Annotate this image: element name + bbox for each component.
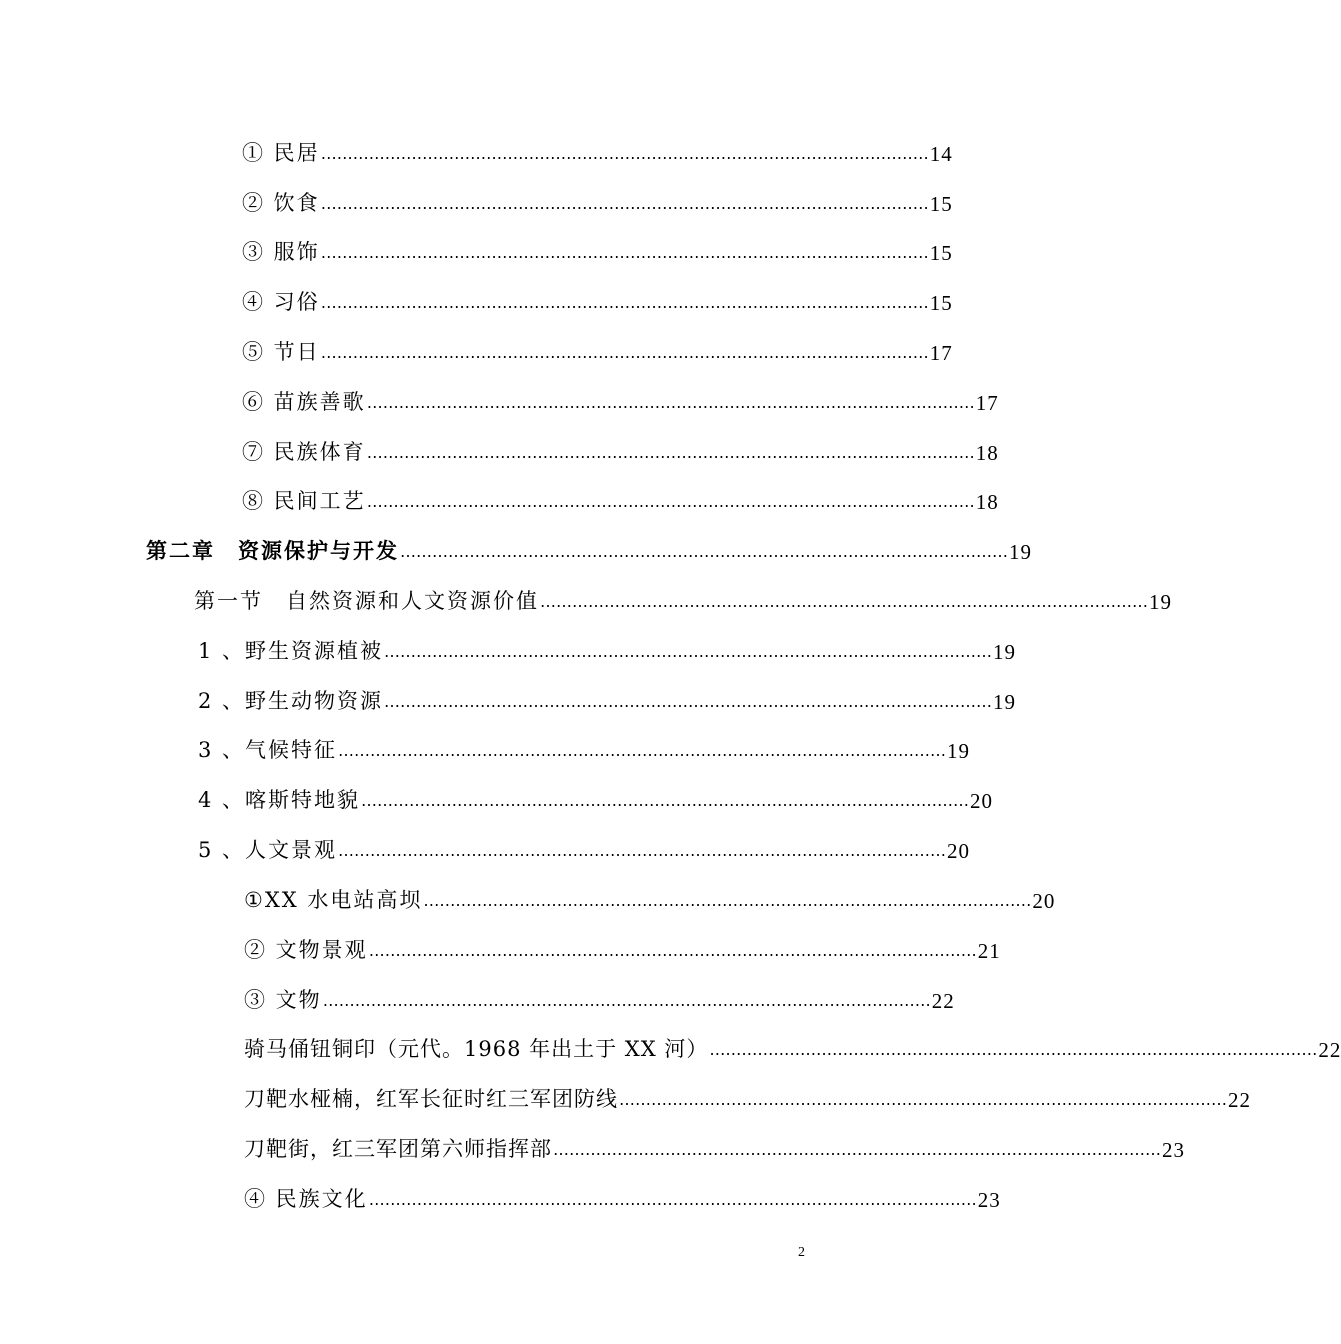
toc-entry-command-post <box>244 1129 1185 1163</box>
toc-label: ①XX 水电站高坝 <box>244 888 423 912</box>
dot-leader: …………………………………………………………………………………………………… <box>320 144 929 163</box>
toc-page-number: 15 <box>929 291 953 315</box>
toc-entry-ethnic-culture <box>244 1179 1001 1213</box>
toc-label: ② 文物景观 <box>244 938 368 962</box>
toc-entry-miaozu-shange <box>242 382 999 416</box>
toc-label: ④ 习俗 <box>242 290 320 314</box>
toc-label: ⑤ 节日 <box>242 340 320 364</box>
toc-label: 5 、人文景观 <box>198 838 338 862</box>
toc-label: 4 、喀斯特地貌 <box>198 788 361 812</box>
toc-page-number: 19 <box>993 640 1017 664</box>
toc-entry-wild-vegetation <box>198 631 1017 665</box>
dot-leader: …………………………………………………………………………………………………… <box>423 891 1032 910</box>
toc-entry-fushi <box>242 232 953 266</box>
toc-page-number: 19 <box>947 739 971 763</box>
toc-label: 第二章 资源保护与开发 <box>146 539 399 563</box>
toc-entry-section-1 <box>194 581 1172 615</box>
dot-leader: …………………………………………………………………………………………………… <box>322 991 931 1010</box>
dot-leader: …………………………………………………………………………………………………… <box>320 194 929 213</box>
dot-leader: …………………………………………………………………………………………………… <box>366 443 975 462</box>
toc-label: 刀靶街，红三军团第六师指挥部 <box>244 1137 552 1161</box>
toc-page-number: 20 <box>970 789 994 813</box>
toc-label: 1 、野生资源植被 <box>198 639 384 663</box>
toc-page-number: 20 <box>947 839 971 863</box>
dot-leader: …………………………………………………………………………………………………… <box>320 243 929 262</box>
toc-entry-relic-landscape <box>244 930 1001 964</box>
dot-leader: …………………………………………………………………………………………………… <box>540 592 1148 611</box>
dot-leader: …………………………………………………………………………………………………… <box>366 492 975 511</box>
toc-entry-minju <box>242 133 953 167</box>
dot-leader: …………………………………………………………………………………………………… <box>384 642 993 661</box>
toc-entry-wild-animals <box>198 681 1017 715</box>
toc-label: ⑧ 民间工艺 <box>242 489 366 513</box>
dot-leader: …………………………………………………………………………………………………… <box>320 293 929 312</box>
toc-entry-minjian-gongyi <box>242 481 999 515</box>
toc-page-number: 18 <box>975 441 999 465</box>
toc-label: 2 、野生动物资源 <box>198 689 384 713</box>
toc-entry-xisu <box>242 282 953 316</box>
toc-entry-defense-line <box>244 1079 1251 1113</box>
toc-page-number: 22 <box>931 989 955 1013</box>
dot-leader: …………………………………………………………………………………………………… <box>338 841 947 860</box>
toc-entry-yinshi <box>242 183 953 217</box>
dot-leader: …………………………………………………………………………………………………… <box>338 741 947 760</box>
toc-label: 第一节 自然资源和人文资源价值 <box>194 589 539 613</box>
toc-label: ② 饮食 <box>242 191 320 215</box>
dot-leader: …………………………………………………………………………………………………… <box>368 1190 977 1209</box>
dot-leader: …………………………………………………………………………………………………… <box>366 393 975 412</box>
toc-page-number: 14 <box>929 142 953 166</box>
dot-leader: …………………………………………………………………………………………………… <box>384 692 993 711</box>
dot-leader: …………………………………………………………………………………………………… <box>361 791 970 810</box>
toc-label: 刀靶水桠楠，红军长征时红三军团防线 <box>244 1087 618 1111</box>
toc-entry-bronze-seal <box>244 1029 1341 1063</box>
toc-entry-dam <box>244 880 1056 914</box>
dot-leader: …………………………………………………………………………………………………… <box>400 542 1008 561</box>
toc-label: 3 、气候特征 <box>198 738 338 762</box>
toc-label: 骑马俑钮铜印（元代。1968 年出土于 XX 河） <box>244 1037 709 1061</box>
toc-page-number: 19 <box>993 690 1017 714</box>
toc-page-number: 23 <box>977 1188 1001 1212</box>
dot-leader: …………………………………………………………………………………………………… <box>619 1090 1227 1109</box>
toc-page-number: 23 <box>1162 1138 1185 1162</box>
toc-entry-minzu-tiyu <box>242 432 999 466</box>
toc-label: ⑦ 民族体育 <box>242 440 366 464</box>
toc-entry-cultural-landscape <box>198 830 971 864</box>
toc-entry-karst <box>198 780 994 814</box>
toc-label: ③ 文物 <box>244 988 322 1012</box>
toc-page-number: 22 <box>1228 1088 1251 1112</box>
toc-page-number: 17 <box>975 391 999 415</box>
toc-entry-chapter-2 <box>146 531 1032 565</box>
toc-page-number: 18 <box>975 490 999 514</box>
toc-page-number: 15 <box>929 241 953 265</box>
toc-page-number: 20 <box>1032 889 1056 913</box>
dot-leader: …………………………………………………………………………………………………… <box>709 1040 1318 1059</box>
page-number: 2 <box>798 1245 805 1260</box>
toc-entry-relics <box>244 980 955 1014</box>
toc-page-number: 19 <box>1149 590 1172 614</box>
toc-page-number: 19 <box>1009 540 1032 564</box>
toc-label: ③ 服饰 <box>242 240 320 264</box>
toc-page-number: 15 <box>929 192 953 216</box>
dot-leader: …………………………………………………………………………………………………… <box>368 941 977 960</box>
toc-page-number: 22 <box>1318 1038 1341 1062</box>
toc-page-number: 17 <box>929 341 953 365</box>
toc-entry-jieri <box>242 332 953 366</box>
dot-leader: …………………………………………………………………………………………………… <box>553 1140 1161 1159</box>
toc-label: ① 民居 <box>242 141 320 165</box>
dot-leader: …………………………………………………………………………………………………… <box>320 343 929 362</box>
toc-entry-climate <box>198 730 971 764</box>
toc-label: ⑥ 苗族善歌 <box>242 390 366 414</box>
toc-page-number: 21 <box>977 939 1001 963</box>
toc-label: ④ 民族文化 <box>244 1187 368 1211</box>
